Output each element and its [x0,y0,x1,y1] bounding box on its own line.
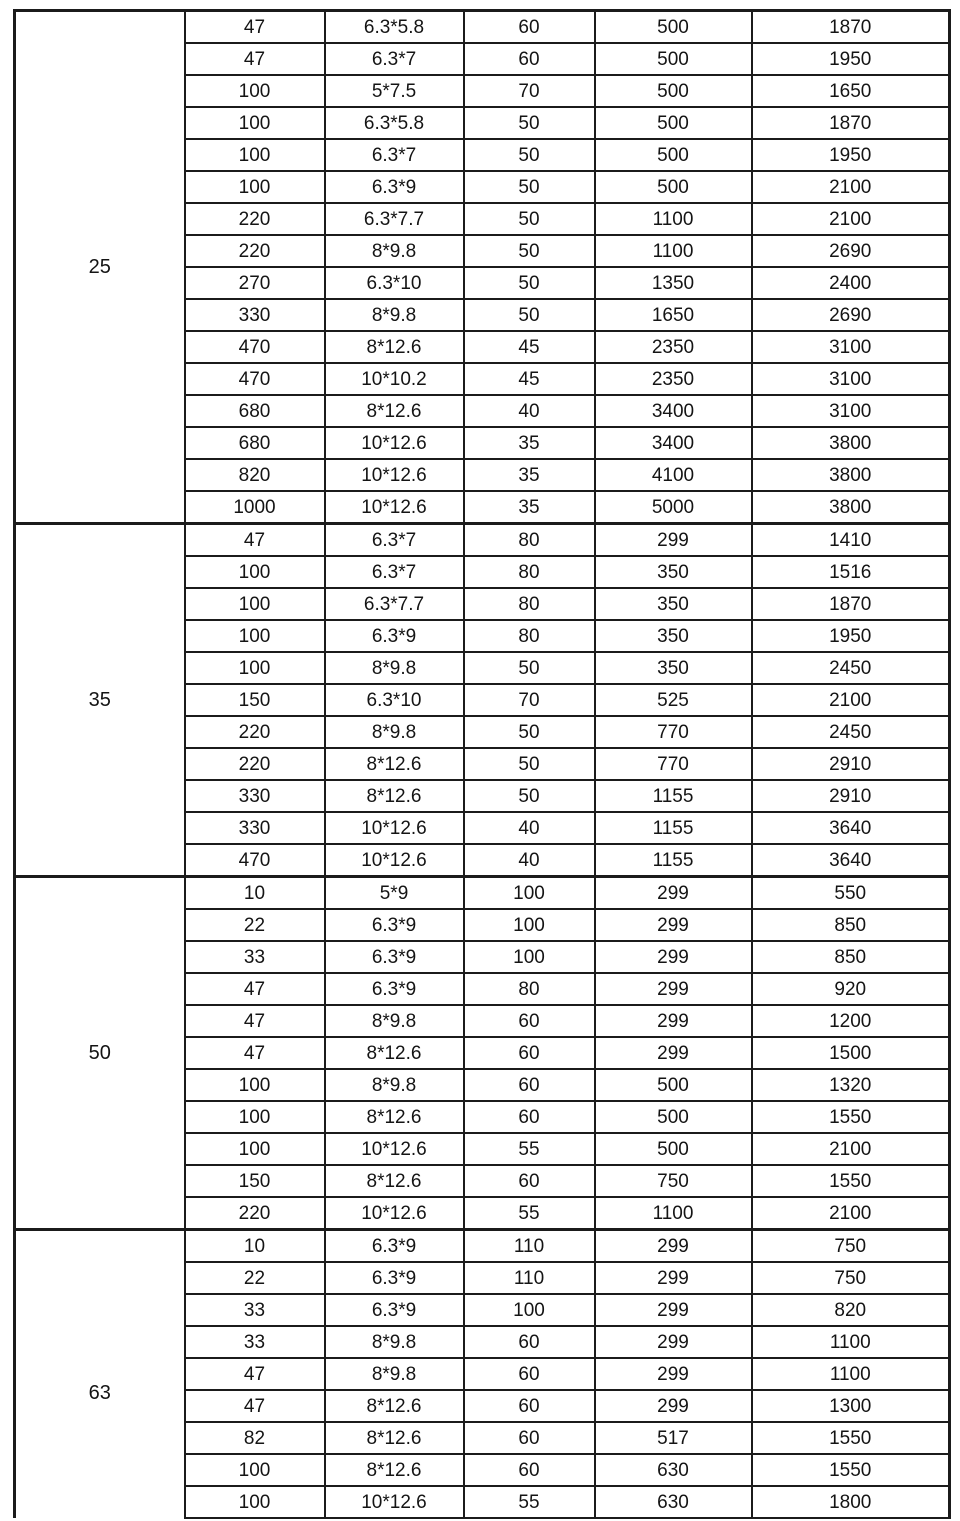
table-cell: 10*12.6 [325,1133,464,1165]
table-cell: 5*7.5 [325,75,464,107]
voltage-cell: 35 [15,524,185,877]
table-cell: 8*9.8 [325,1005,464,1037]
table-cell: 6.3*5.8 [325,11,464,44]
table-cell: 6.3*7 [325,524,464,557]
table-cell: 3800 [752,427,950,459]
table-cell: 1155 [595,844,752,877]
table-cell: 60 [464,1101,595,1133]
table-cell: 6.3*5.8 [325,107,464,139]
table-cell: 10*12.6 [325,459,464,491]
table-cell: 299 [595,1262,752,1294]
table-row [15,524,950,557]
table-cell: 4100 [595,459,752,491]
table-cell: 55 [464,1486,595,1518]
table-cell: 100 [185,652,325,684]
table-cell: 470 [185,363,325,395]
table-cell: 60 [464,1326,595,1358]
table-cell: 500 [595,75,752,107]
table-cell: 1100 [595,1197,752,1230]
table-cell: 3640 [752,812,950,844]
table-cell: 33 [185,1326,325,1358]
table-cell: 8*12.6 [325,1101,464,1133]
table-cell: 110 [464,1262,595,1294]
table-cell: 5*9 [325,877,464,910]
table-cell: 6.3*9 [325,1230,464,1263]
table-cell: 50 [464,299,595,331]
table-cell: 820 [752,1294,950,1326]
table-cell: 1200 [752,1005,950,1037]
table-cell: 1550 [752,1454,950,1486]
table-cell: 299 [595,1326,752,1358]
table-cell: 10*12.6 [325,491,464,524]
table-cell: 3800 [752,491,950,524]
table-cell: 500 [595,171,752,203]
table-cell: 8*9.8 [325,716,464,748]
table-row [15,11,950,44]
table-cell: 1800 [752,1486,950,1518]
table-cell: 1516 [752,556,950,588]
table-cell: 40 [464,812,595,844]
spec-table-container [13,9,948,1519]
table-cell: 2690 [752,235,950,267]
table-cell: 60 [464,1037,595,1069]
table-cell: 330 [185,299,325,331]
table-cell: 850 [752,909,950,941]
table-cell: 2100 [752,203,950,235]
table-cell: 22 [185,1262,325,1294]
table-cell: 1550 [752,1101,950,1133]
table-cell: 299 [595,909,752,941]
table-cell: 1100 [595,203,752,235]
table-cell: 1950 [752,620,950,652]
table-cell: 1300 [752,1390,950,1422]
table-cell: 2350 [595,363,752,395]
table-cell: 1100 [752,1358,950,1390]
table-cell: 2100 [752,1197,950,1230]
table-cell: 50 [464,171,595,203]
spec-table [13,9,951,1519]
table-cell: 80 [464,588,595,620]
table-cell: 500 [595,139,752,171]
table-cell: 1950 [752,139,950,171]
table-cell: 299 [595,1005,752,1037]
table-cell: 100 [464,1294,595,1326]
table-cell: 6.3*7 [325,556,464,588]
table-cell: 10*12.6 [325,1486,464,1518]
table-cell: 1155 [595,780,752,812]
table-cell: 50 [464,139,595,171]
table-cell: 110 [464,1230,595,1263]
table-cell: 100 [185,75,325,107]
table-cell: 10*12.6 [325,812,464,844]
table-cell: 1550 [752,1422,950,1454]
table-cell: 33 [185,1294,325,1326]
table-cell: 6.3*10 [325,267,464,299]
table-cell: 50 [464,748,595,780]
table-cell: 100 [464,941,595,973]
table-cell: 500 [595,1133,752,1165]
table-cell: 50 [464,235,595,267]
table-cell: 10*12.6 [325,844,464,877]
table-cell: 100 [185,1069,325,1101]
table-cell: 6.3*9 [325,909,464,941]
table-cell: 45 [464,331,595,363]
table-cell: 47 [185,1358,325,1390]
table-cell: 10*10.2 [325,363,464,395]
table-cell: 1350 [595,267,752,299]
table-cell: 3100 [752,331,950,363]
table-cell: 70 [464,684,595,716]
table-cell: 500 [595,1101,752,1133]
table-cell: 299 [595,1037,752,1069]
table-cell: 60 [464,1165,595,1197]
table-cell: 8*9.8 [325,1069,464,1101]
table-cell: 80 [464,973,595,1005]
table-cell: 1155 [595,812,752,844]
table-cell: 2400 [752,267,950,299]
table-cell: 2450 [752,652,950,684]
table-cell: 150 [185,1165,325,1197]
table-cell: 50 [464,780,595,812]
table-cell: 100 [185,171,325,203]
table-cell: 2100 [752,171,950,203]
table-cell: 35 [464,459,595,491]
table-cell: 6.3*10 [325,684,464,716]
table-cell: 22 [185,909,325,941]
table-cell: 350 [595,556,752,588]
table-cell: 40 [464,395,595,427]
table-cell: 8*12.6 [325,395,464,427]
table-cell: 6.3*9 [325,1294,464,1326]
table-cell: 750 [752,1230,950,1263]
table-cell: 10 [185,1230,325,1263]
table-cell: 100 [185,1133,325,1165]
table-cell: 3400 [595,395,752,427]
table-cell: 2910 [752,748,950,780]
table-cell: 8*12.6 [325,331,464,363]
table-cell: 70 [464,75,595,107]
table-cell: 60 [464,1390,595,1422]
table-cell: 3100 [752,363,950,395]
table-cell: 50 [464,716,595,748]
table-cell: 47 [185,11,325,44]
table-cell: 1000 [185,491,325,524]
table-cell: 33 [185,941,325,973]
table-cell: 45 [464,363,595,395]
table-cell: 50 [464,652,595,684]
table-cell: 1870 [752,11,950,44]
table-cell: 8*9.8 [325,299,464,331]
table-cell: 6.3*7 [325,139,464,171]
table-cell: 2690 [752,299,950,331]
table-cell: 47 [185,43,325,75]
table-cell: 3800 [752,459,950,491]
table-cell: 500 [595,43,752,75]
voltage-cell: 63 [15,1230,185,1519]
table-cell: 8*12.6 [325,1390,464,1422]
table-cell: 55 [464,1133,595,1165]
table-cell: 100 [185,1454,325,1486]
table-cell: 50 [464,107,595,139]
table-cell: 8*9.8 [325,1358,464,1390]
table-cell: 350 [595,620,752,652]
table-cell: 220 [185,235,325,267]
table-cell: 47 [185,1005,325,1037]
table-cell: 8*9.8 [325,235,464,267]
table-cell: 47 [185,1037,325,1069]
table-cell: 517 [595,1422,752,1454]
table-cell: 82 [185,1422,325,1454]
table-cell: 150 [185,684,325,716]
table-cell: 6.3*7.7 [325,588,464,620]
table-cell: 8*12.6 [325,748,464,780]
table-cell: 770 [595,716,752,748]
table-cell: 47 [185,524,325,557]
table-cell: 10*12.6 [325,1197,464,1230]
table-cell: 8*9.8 [325,1326,464,1358]
table-cell: 850 [752,941,950,973]
table-cell: 60 [464,1422,595,1454]
table-cell: 1870 [752,107,950,139]
table-cell: 80 [464,620,595,652]
table-cell: 8*12.6 [325,1422,464,1454]
table-cell: 8*12.6 [325,1454,464,1486]
table-cell: 2910 [752,780,950,812]
table-cell: 100 [464,877,595,910]
table-cell: 630 [595,1486,752,1518]
table-cell: 60 [464,43,595,75]
spec-table-body [15,11,950,1519]
table-cell: 8*12.6 [325,780,464,812]
voltage-cell: 25 [15,11,185,524]
table-cell: 820 [185,459,325,491]
table-cell: 5000 [595,491,752,524]
table-cell: 770 [595,748,752,780]
table-cell: 80 [464,524,595,557]
table-cell: 680 [185,427,325,459]
table-cell: 3100 [752,395,950,427]
table-cell: 1500 [752,1037,950,1069]
table-cell: 6.3*9 [325,1262,464,1294]
table-cell: 100 [185,139,325,171]
table-cell: 100 [185,1101,325,1133]
table-cell: 1950 [752,43,950,75]
table-cell: 920 [752,973,950,1005]
table-cell: 47 [185,973,325,1005]
table-cell: 100 [185,1486,325,1518]
table-cell: 6.3*7 [325,43,464,75]
table-cell: 1650 [752,75,950,107]
table-cell: 270 [185,267,325,299]
table-cell: 100 [185,107,325,139]
voltage-cell: 50 [15,877,185,1230]
table-cell: 50 [464,203,595,235]
table-cell: 6.3*9 [325,973,464,1005]
table-cell: 6.3*9 [325,171,464,203]
table-cell: 10 [185,877,325,910]
table-cell: 3640 [752,844,950,877]
table-cell: 299 [595,941,752,973]
table-cell: 350 [595,588,752,620]
table-cell: 50 [464,267,595,299]
table-cell: 299 [595,1390,752,1422]
table-cell: 220 [185,203,325,235]
table-cell: 630 [595,1454,752,1486]
table-cell: 10*12.6 [325,427,464,459]
table-cell: 1320 [752,1069,950,1101]
table-cell: 220 [185,1197,325,1230]
table-cell: 470 [185,331,325,363]
table-cell: 35 [464,427,595,459]
table-cell: 100 [464,909,595,941]
table-cell: 470 [185,844,325,877]
table-cell: 3400 [595,427,752,459]
table-cell: 680 [185,395,325,427]
table-cell: 500 [595,1069,752,1101]
table-cell: 1410 [752,524,950,557]
table-cell: 60 [464,11,595,44]
table-cell: 6.3*7.7 [325,203,464,235]
table-cell: 299 [595,1294,752,1326]
table-cell: 500 [595,11,752,44]
table-cell: 100 [185,588,325,620]
table-row [15,1230,950,1263]
table-cell: 55 [464,1197,595,1230]
table-cell: 60 [464,1358,595,1390]
table-cell: 40 [464,844,595,877]
table-cell: 220 [185,748,325,780]
table-cell: 330 [185,812,325,844]
table-cell: 750 [595,1165,752,1197]
table-cell: 1550 [752,1165,950,1197]
table-cell: 60 [464,1005,595,1037]
table-cell: 60 [464,1454,595,1486]
table-cell: 47 [185,1390,325,1422]
table-cell: 299 [595,1230,752,1263]
table-cell: 100 [185,556,325,588]
table-row [15,877,950,910]
table-cell: 2450 [752,716,950,748]
table-cell: 60 [464,1069,595,1101]
table-cell: 2100 [752,684,950,716]
table-cell: 6.3*9 [325,620,464,652]
table-cell: 8*9.8 [325,652,464,684]
table-cell: 8*12.6 [325,1165,464,1197]
table-cell: 350 [595,652,752,684]
table-cell: 220 [185,716,325,748]
table-cell: 299 [595,1358,752,1390]
table-cell: 1100 [752,1326,950,1358]
table-cell: 750 [752,1262,950,1294]
table-cell: 500 [595,107,752,139]
table-cell: 100 [185,620,325,652]
table-cell: 525 [595,684,752,716]
table-cell: 1100 [595,235,752,267]
table-cell: 299 [595,524,752,557]
table-cell: 1870 [752,588,950,620]
table-cell: 1650 [595,299,752,331]
table-cell: 2100 [752,1133,950,1165]
table-cell: 8*12.6 [325,1037,464,1069]
table-cell: 299 [595,973,752,1005]
table-cell: 80 [464,556,595,588]
table-cell: 35 [464,491,595,524]
table-cell: 550 [752,877,950,910]
table-cell: 6.3*9 [325,941,464,973]
table-cell: 330 [185,780,325,812]
table-cell: 2350 [595,331,752,363]
table-cell: 299 [595,877,752,910]
